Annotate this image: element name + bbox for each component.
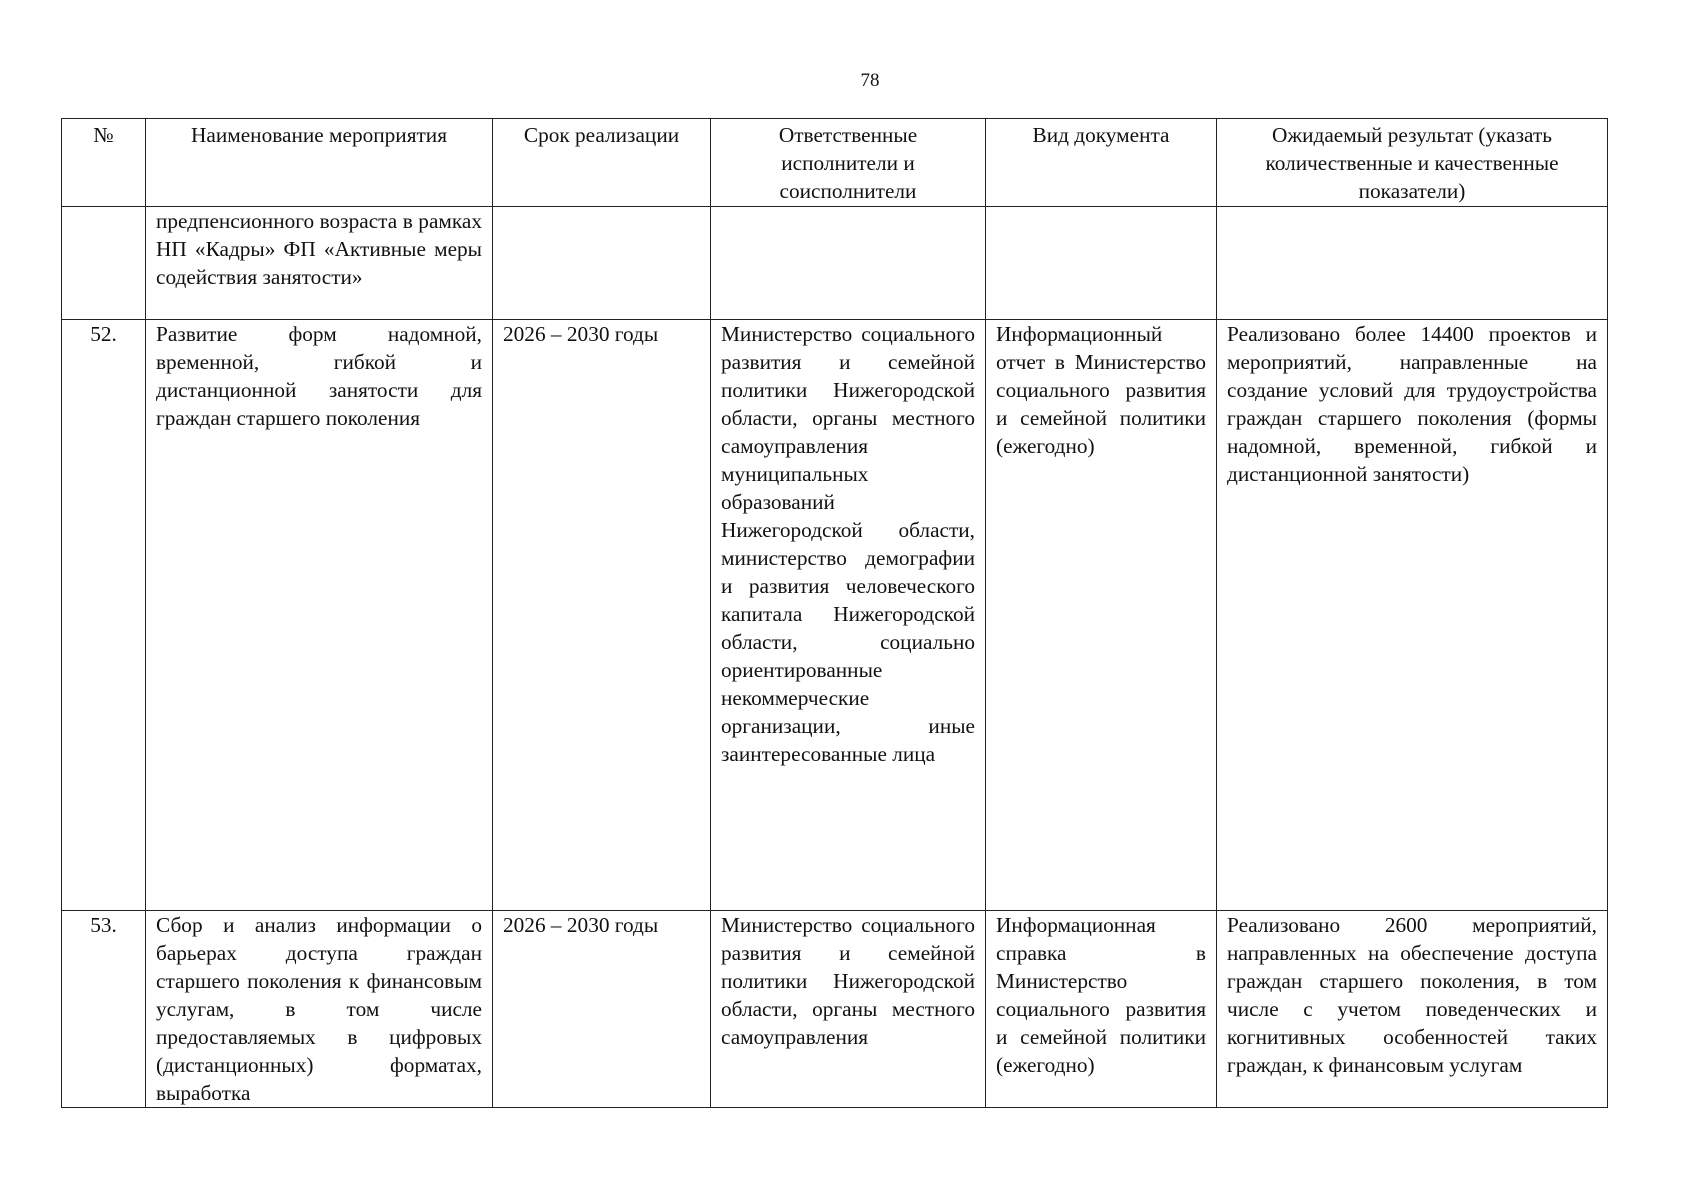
- header-document-type: Вид документа: [986, 119, 1217, 207]
- row-number: 53.: [62, 911, 146, 1108]
- document-type: Информационный отчет в Министерство социального развития и семейной политики (ежегодно): [986, 320, 1217, 911]
- table-row: [62, 207, 1608, 320]
- activity-name: предпенсионного возраста в рамках НП «Кадры» ФП «Активные меры содействия занятости»: [146, 207, 493, 320]
- header-executors: Ответственные исполнители и соисполнители: [711, 119, 986, 207]
- executors: Министерство социального развития и семейной политики Нижегородской области, органы местного самоуправления: [711, 911, 986, 1108]
- expected-result: Реализовано 2600 мероприятий, направленных на обеспечение доступа граждан старшего поколения, в том числе с учетом поведенческих и когнитивных особенностей таких граждан, к финансовым услугам: [1217, 911, 1608, 1108]
- row-number: [62, 207, 146, 320]
- activity-name: Сбор и анализ информации о барьерах доступа граждан старшего поколения к финансовым услугам, в том числе предоставляемых в цифровых (дистанционных) форматах, выработка: [146, 911, 493, 1108]
- table-row: [62, 320, 1608, 911]
- term: 2026 – 2030 годы: [493, 911, 711, 1108]
- row-number: 52.: [62, 320, 146, 911]
- header-term: Срок реализации: [493, 119, 711, 207]
- page-number: 78: [860, 70, 880, 91]
- expected-result: [1217, 207, 1608, 320]
- document-type: [986, 207, 1217, 320]
- header-number: №: [62, 119, 146, 207]
- header-activity-name: Наименование мероприятия: [146, 119, 493, 207]
- document-type: Информационная справка в Министерство социального развития и семейной политики (ежегодно): [986, 911, 1217, 1108]
- table-row: [62, 911, 1608, 1108]
- activity-name: Развитие форм надомной, временной, гибкой и дистанционной занятости для граждан старшего поколения: [146, 320, 493, 911]
- header-expected-result: Ожидаемый результат (указать количественные и качественные показатели): [1217, 119, 1608, 207]
- executors: Министерство социального развития и семейной политики Нижегородской области, органы местного самоуправления муниципальных образований Нижегородской области, министерство демографии и развития человеческого капитала Нижегородской области, социально ориентированные некоммерческие организации, иные заинтересованные лица: [711, 320, 986, 911]
- table-header-row: [62, 119, 1608, 207]
- expected-result: Реализовано более 14400 проектов и мероприятий, направленные на создание условий для трудоустройства граждан старшего поколения (формы надомной, временной, гибкой и дистанционной занятости): [1217, 320, 1608, 911]
- activities-table: [61, 118, 1608, 1108]
- term: 2026 – 2030 годы: [493, 320, 711, 911]
- term: [493, 207, 711, 320]
- executors: [711, 207, 986, 320]
